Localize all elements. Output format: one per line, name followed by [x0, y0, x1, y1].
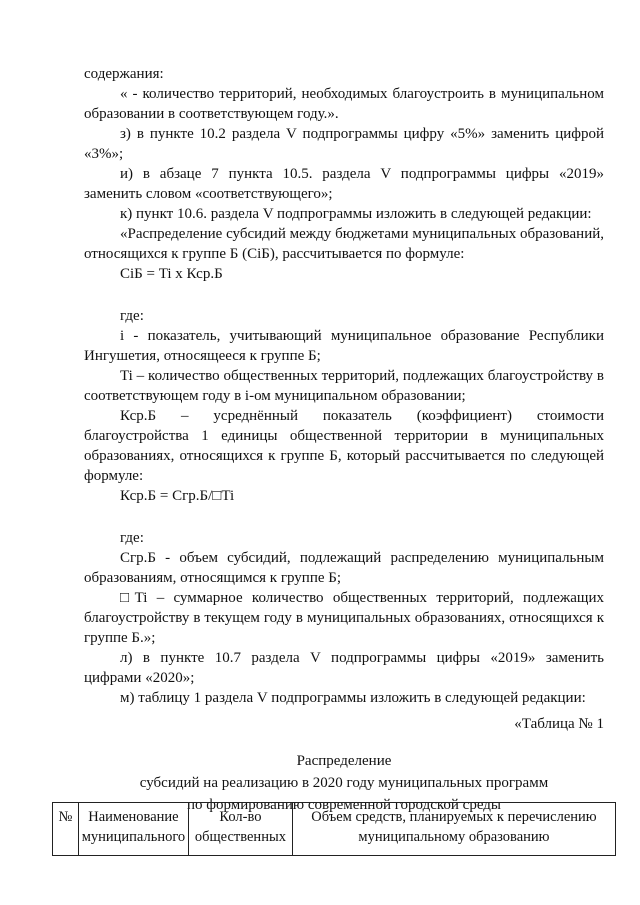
title-line: Распределение [296, 753, 392, 769]
paragraph-item-i: и) в абзаце 7 пункта 10.5. раздела V подпрограммы цифры «2019» заменить словом «соответствующего»; [84, 166, 604, 202]
formula-sib: СіБ = Ti х Кср.Б [120, 266, 223, 282]
formula-ksrb: Кср.Б = Сгр.Б/□Ti [120, 488, 235, 504]
paragraph-def-sgrb: Сгр.Б - объем субсидий, подлежащий распределению муниципальным образованиям, относящимся к группе Б; [84, 550, 604, 586]
paragraph-def-ti: Ti – количество общественных территорий, подлежащих благоустройству в соответствующем году в i-ом муниципальном образовании; [84, 368, 604, 404]
paragraph-territories-quote: « - количество территорий, необходимых благоустроить в муниципальном образовании в соответствующем году.». [84, 86, 604, 122]
document-body [84, 64, 604, 816]
title-line: субсидий на реализацию в 2020 году муниципальных программ [139, 775, 549, 791]
where-label-2: где: [120, 530, 144, 546]
header-number: № [53, 803, 79, 856]
table-caption: «Таблица № 1 [514, 716, 604, 732]
paragraph-item-z: з) в пункте 10.2 раздела V подпрограммы цифру «5%» заменить цифрой «3%»; [84, 126, 604, 162]
header-count: Кол-во общественных [188, 803, 292, 856]
paragraph-item-k: к) пункт 10.6. раздела V подпрограммы изложить в следующей редакции: [120, 206, 592, 222]
title-line: по формированию современной городской среды [187, 797, 501, 813]
paragraph-item-l: л) в пункте 10.7 раздела V подпрограммы цифры «2019» заменить цифрами «2020»; [84, 650, 604, 686]
header-funds: Объем средств, планируемых к перечислению муниципальному образованию [292, 803, 615, 856]
where-label-1: где: [120, 308, 144, 324]
table-header-row [53, 803, 616, 856]
distribution-table [52, 802, 616, 856]
paragraph-def-i: i - показатель, учитывающий муниципальное образование Республики Ингушетия, относящееся к группе Б; [84, 328, 604, 364]
paragraph-distribution-rule: «Распределение субсидий между бюджетами муниципальных образований, относящихся к группе Б (СіБ), рассчитывается по формуле: [84, 226, 604, 262]
paragraph-content-tail: содержания: [84, 66, 164, 82]
paragraph-def-ksrb: Кср.Б – усреднённый показатель (коэффициент) стоимости благоустройства 1 единицы общественной территории в муниципальных образованиях, относящихся к группе Б, который рассчитывается по следующей формуле: [84, 408, 604, 484]
paragraph-item-m: м) таблицу 1 раздела V подпрограммы изложить в следующей редакции: [120, 690, 586, 706]
paragraph-def-sum-ti: □Ti – суммарное количество общественных территорий, подлежащих благоустройству в текущем году в муниципальных образованиях, относящихся к группе Б.»; [84, 590, 604, 646]
header-name: Наименование муниципального [78, 803, 188, 856]
